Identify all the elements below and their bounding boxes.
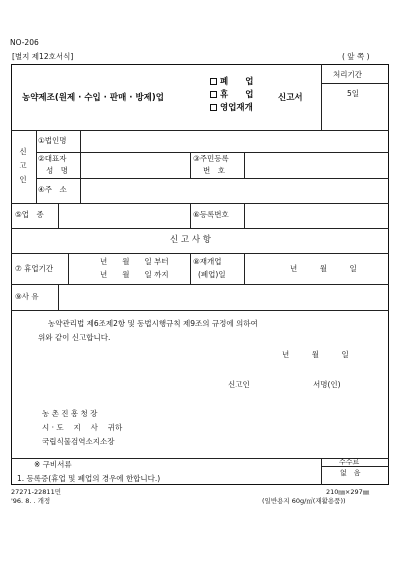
suspension-from-date[interactable]: 년 월 일 부터 xyxy=(100,257,169,266)
processing-period-label: 처리기간 xyxy=(333,70,362,79)
representative-label-line1: ②대표자 xyxy=(38,154,67,163)
registration-number-label: ⑥등록번호 xyxy=(193,210,229,219)
footer-paper-size: 210㎜×297㎜ xyxy=(326,488,370,496)
report-items-title: 신 고 사 항 xyxy=(170,235,211,245)
representative-name-field[interactable] xyxy=(82,154,188,176)
reporter-section-label: 신 고 인 xyxy=(19,147,27,184)
registration-number-field[interactable] xyxy=(246,205,387,226)
reason-field[interactable] xyxy=(60,286,387,308)
representative-label-line2: 성 명 xyxy=(46,166,68,175)
company-name-label: ①법인명 xyxy=(38,136,67,145)
resident-number-field[interactable] xyxy=(246,154,387,176)
address-field[interactable] xyxy=(82,180,387,201)
signature-label[interactable]: 서명(인) xyxy=(313,380,341,389)
processing-period-value: 5일 xyxy=(347,89,360,98)
report-suffix: 신고서 xyxy=(278,93,303,103)
recipient-province: 시 · 도 지 사 귀하 xyxy=(42,423,123,432)
footer-paper-type: (일반용지 60g/㎡(재활용품)) xyxy=(262,497,346,505)
recipient-rda: 농 촌 진 흥 청 장 xyxy=(42,409,98,418)
footer-form-number: 27271-22811민 xyxy=(11,488,61,496)
business-type-label: ⑤업 종 xyxy=(15,210,44,219)
signer-label: 신고인 xyxy=(228,380,250,389)
report-type-options xyxy=(210,76,253,115)
attachments-title: ※ 구비서류 xyxy=(34,460,72,469)
attachment-item-1: 1. 등록증(휴업 및 폐업의 경우에 한합니다.) xyxy=(17,474,161,483)
page-side-label: ( 앞 쪽 ) xyxy=(342,52,370,61)
suspension-to-date[interactable]: 년 월 일 까지 xyxy=(100,270,169,279)
resumption-date-label-line1: ⑧재개업 xyxy=(193,257,222,266)
checkbox-icon[interactable] xyxy=(210,104,217,111)
resident-number-label-line1: ③주민등록 xyxy=(193,154,229,163)
option-closure[interactable]: 폐 업 xyxy=(210,76,253,89)
resumption-date-label-line2: (폐업)일 xyxy=(198,270,226,279)
resumption-date-field[interactable]: 년 월 일 xyxy=(290,264,357,273)
fee-value: 없 음 xyxy=(340,469,361,477)
resident-number-label-line2: 번 호 xyxy=(203,166,225,175)
report-date-line[interactable]: 년 월 일 xyxy=(282,350,349,359)
option-suspension[interactable]: 휴 업 xyxy=(210,89,253,102)
document-code: NO-206 xyxy=(10,38,39,47)
suspension-period-label: ⑦ 휴업기간 xyxy=(15,264,54,273)
company-name-field[interactable] xyxy=(82,132,387,150)
recipient-quarantine: 국립식물검역소지소장 xyxy=(42,437,115,446)
checkbox-icon[interactable] xyxy=(210,78,217,85)
footer-revision: '96. 8. . 개정 xyxy=(11,497,51,505)
form-title: 농약제조(원제 · 수입 · 판매 · 방제)업 xyxy=(22,93,164,103)
form-reference: [별지 제12호서식] xyxy=(12,52,74,61)
business-type-field[interactable] xyxy=(60,205,188,226)
address-label: ④주 소 xyxy=(38,185,67,194)
statement-line2: 위와 같이 신고합니다. xyxy=(38,333,111,342)
option-resumption[interactable]: 영업재개 xyxy=(210,102,253,115)
checkbox-icon[interactable] xyxy=(210,91,217,98)
statement-line1: 농약관리법 제6조제2항 및 동법시행규칙 제9조의 규정에 의하여 xyxy=(48,319,258,328)
fee-label: 수수료 xyxy=(339,458,360,466)
reason-label: ⑨사 유 xyxy=(15,292,39,301)
